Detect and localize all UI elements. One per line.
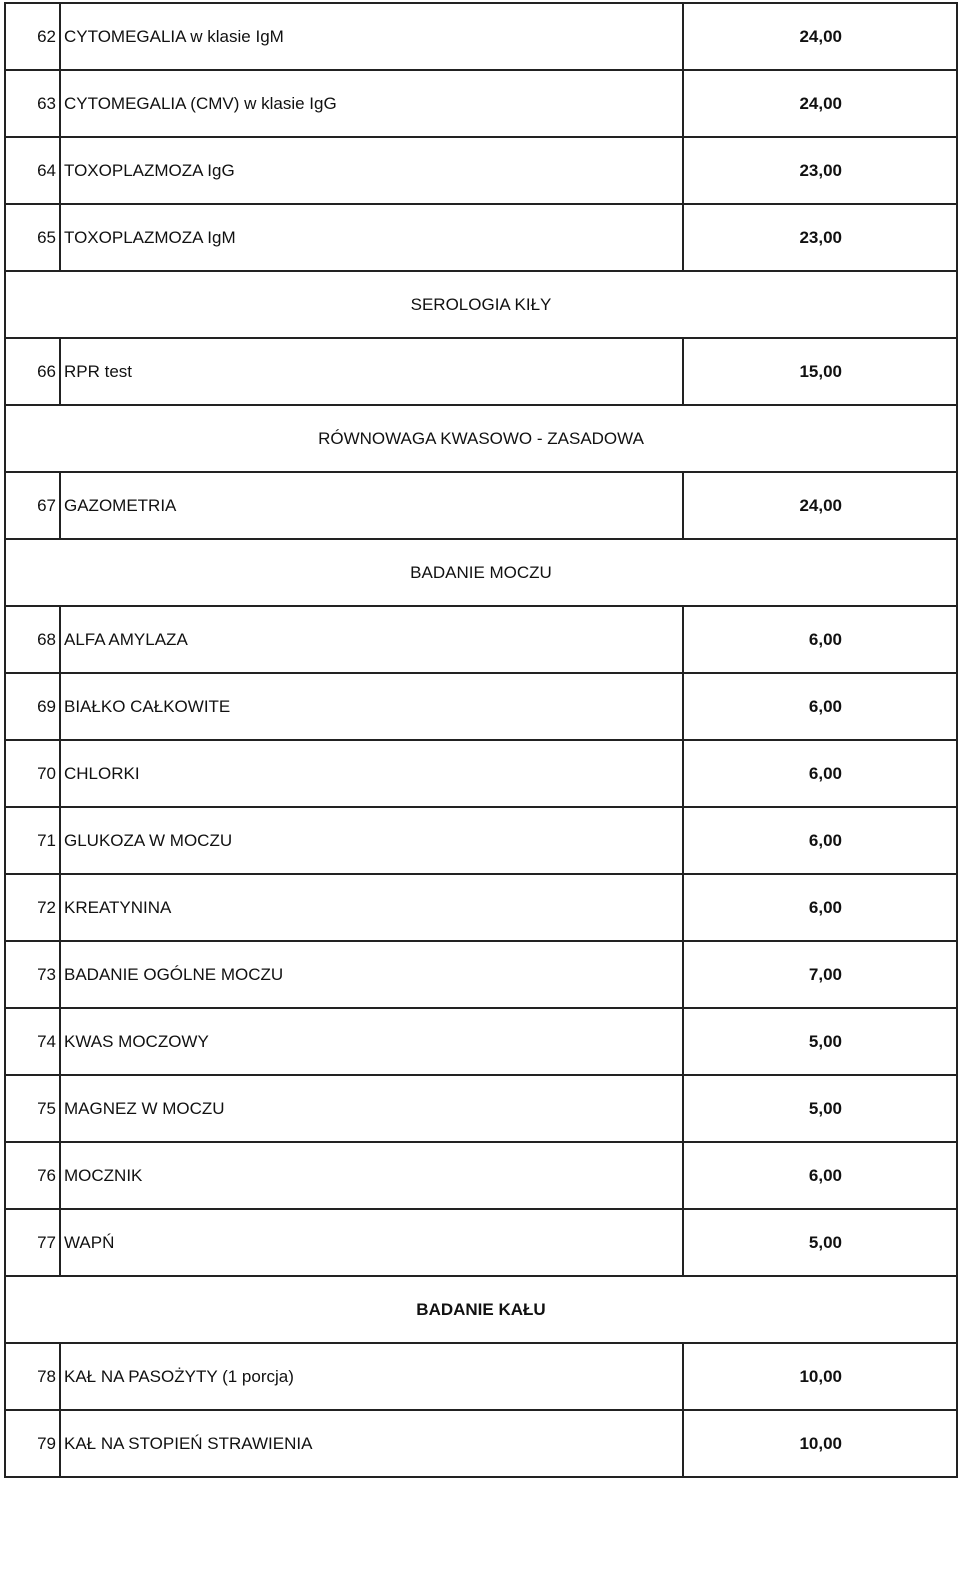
test-name: MOCZNIK bbox=[60, 1142, 683, 1209]
test-name: GLUKOZA W MOCZU bbox=[60, 807, 683, 874]
test-price: 6,00 bbox=[683, 1142, 957, 1209]
test-name: CYTOMEGALIA (CMV) w klasie IgG bbox=[60, 70, 683, 137]
test-name: MAGNEZ W MOCZU bbox=[60, 1075, 683, 1142]
item-number: 64 bbox=[5, 137, 60, 204]
item-number: 71 bbox=[5, 807, 60, 874]
item-number: 70 bbox=[5, 740, 60, 807]
table-row bbox=[5, 1075, 957, 1142]
test-name: WAPŃ bbox=[60, 1209, 683, 1276]
test-name: KWAS MOCZOWY bbox=[60, 1008, 683, 1075]
section-title: BADANIE MOCZU bbox=[5, 539, 957, 606]
item-number: 76 bbox=[5, 1142, 60, 1209]
item-number: 65 bbox=[5, 204, 60, 271]
test-name: BIAŁKO CAŁKOWITE bbox=[60, 673, 683, 740]
price-list-body bbox=[5, 3, 957, 1477]
table-row bbox=[5, 1343, 957, 1410]
section-header-row bbox=[5, 1276, 957, 1343]
table-row bbox=[5, 807, 957, 874]
section-header-row bbox=[5, 271, 957, 338]
item-number: 67 bbox=[5, 472, 60, 539]
item-number: 74 bbox=[5, 1008, 60, 1075]
test-name: KREATYNINA bbox=[60, 874, 683, 941]
test-name: ALFA AMYLAZA bbox=[60, 606, 683, 673]
test-price: 24,00 bbox=[683, 70, 957, 137]
table-row bbox=[5, 1008, 957, 1075]
item-number: 78 bbox=[5, 1343, 60, 1410]
item-number: 75 bbox=[5, 1075, 60, 1142]
table-row bbox=[5, 941, 957, 1008]
test-price: 6,00 bbox=[683, 807, 957, 874]
test-price: 7,00 bbox=[683, 941, 957, 1008]
test-price: 6,00 bbox=[683, 740, 957, 807]
test-name: GAZOMETRIA bbox=[60, 472, 683, 539]
test-price: 6,00 bbox=[683, 874, 957, 941]
test-price: 6,00 bbox=[683, 606, 957, 673]
table-row bbox=[5, 1410, 957, 1477]
table-row bbox=[5, 606, 957, 673]
test-name: TOXOPLAZMOZA IgG bbox=[60, 137, 683, 204]
test-price: 15,00 bbox=[683, 338, 957, 405]
table-row bbox=[5, 204, 957, 271]
item-number: 62 bbox=[5, 3, 60, 70]
table-row bbox=[5, 1209, 957, 1276]
test-price: 23,00 bbox=[683, 137, 957, 204]
section-title: RÓWNOWAGA KWASOWO - ZASADOWA bbox=[5, 405, 957, 472]
item-number: 68 bbox=[5, 606, 60, 673]
item-number: 63 bbox=[5, 70, 60, 137]
table-row bbox=[5, 874, 957, 941]
test-name: BADANIE OGÓLNE MOCZU bbox=[60, 941, 683, 1008]
item-number: 66 bbox=[5, 338, 60, 405]
section-header-row bbox=[5, 405, 957, 472]
price-list-table bbox=[4, 2, 958, 1478]
test-name: TOXOPLAZMOZA IgM bbox=[60, 204, 683, 271]
test-price: 10,00 bbox=[683, 1410, 957, 1477]
test-price: 5,00 bbox=[683, 1008, 957, 1075]
test-price: 6,00 bbox=[683, 673, 957, 740]
table-row bbox=[5, 70, 957, 137]
table-row bbox=[5, 137, 957, 204]
section-title: BADANIE KAŁU bbox=[5, 1276, 957, 1343]
test-price: 23,00 bbox=[683, 204, 957, 271]
table-row bbox=[5, 472, 957, 539]
section-header-row bbox=[5, 539, 957, 606]
table-row bbox=[5, 673, 957, 740]
table-row bbox=[5, 1142, 957, 1209]
item-number: 73 bbox=[5, 941, 60, 1008]
table-row bbox=[5, 3, 957, 70]
table-row bbox=[5, 740, 957, 807]
table-row bbox=[5, 338, 957, 405]
test-price: 24,00 bbox=[683, 472, 957, 539]
item-number: 77 bbox=[5, 1209, 60, 1276]
test-name: RPR test bbox=[60, 338, 683, 405]
item-number: 69 bbox=[5, 673, 60, 740]
item-number: 72 bbox=[5, 874, 60, 941]
test-price: 10,00 bbox=[683, 1343, 957, 1410]
test-price: 24,00 bbox=[683, 3, 957, 70]
test-price: 5,00 bbox=[683, 1209, 957, 1276]
test-price: 5,00 bbox=[683, 1075, 957, 1142]
item-number: 79 bbox=[5, 1410, 60, 1477]
test-name: CHLORKI bbox=[60, 740, 683, 807]
test-name: KAŁ NA STOPIEŃ STRAWIENIA bbox=[60, 1410, 683, 1477]
test-name: CYTOMEGALIA w klasie IgM bbox=[60, 3, 683, 70]
section-title: SEROLOGIA KIŁY bbox=[5, 271, 957, 338]
test-name: KAŁ NA PASOŻYTY (1 porcja) bbox=[60, 1343, 683, 1410]
